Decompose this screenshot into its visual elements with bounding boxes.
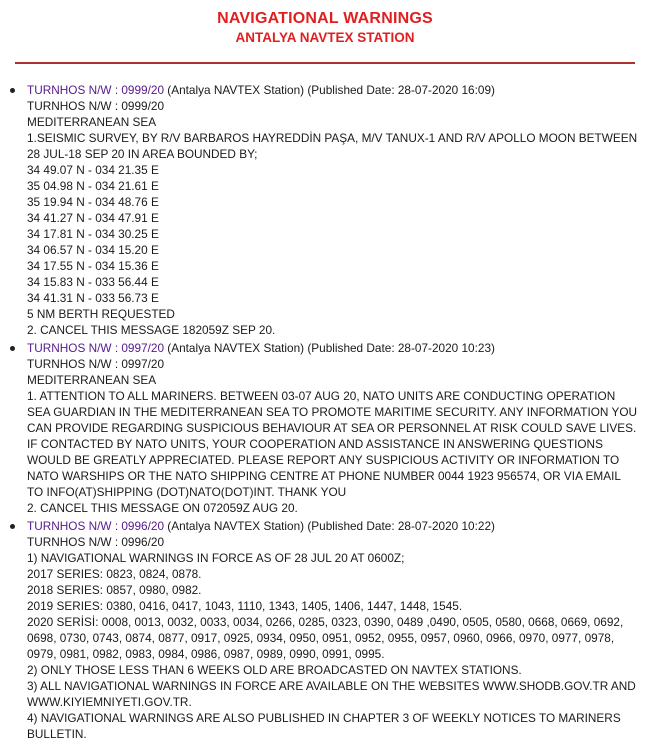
bullet-icon xyxy=(10,346,15,351)
warning-line: 2018 SERIES: 0857, 0980, 0982. xyxy=(27,583,202,597)
warning-line: 34 17.81 N - 034 30.25 E xyxy=(27,227,159,241)
warning-line: 2017 SERIES: 0823, 0824, 0878. xyxy=(27,567,202,581)
warning-line: 0979, 0981, 0982, 0983, 0984, 0986, 0987, 0989, 0990, 0991, 0995. xyxy=(27,647,385,661)
page-title: NAVIGATIONAL WARNINGS xyxy=(217,10,433,27)
bullet-icon xyxy=(10,88,15,93)
warning-line: 2019 SERIES: 0380, 0416, 0417, 1043, 1110, 1343, 1405, 1406, 1447, 1448, 1545. xyxy=(27,599,463,613)
warnings-list xyxy=(0,82,650,742)
warning-meta: (Antalya NAVTEX Station) (Published Date: 28-07-2020 10:22) xyxy=(164,519,495,533)
warning-item xyxy=(0,518,650,742)
warning-line: 34 17.55 N - 034 15.36 E xyxy=(27,259,159,273)
warning-link[interactable]: TURNHOS N/W : 0996/20 xyxy=(27,519,165,533)
warning-line: IF CONTACTED BY NATO UNITS, YOUR COOPERATION AND ASSISTANCE IN ANSWERING QUESTIONS xyxy=(27,437,603,451)
warning-line: CAN PROVIDE REGARDING SUSPICIOUS BEHAVIOUR AT SEA OR PERSONNEL AT RISK COULD SAVE LIVES. xyxy=(27,421,637,435)
header-divider xyxy=(15,62,635,64)
warning-line: 2. CANCEL THIS MESSAGE ON 072059Z AUG 20. xyxy=(27,501,298,515)
warning-line: 35 19.94 N - 034 48.76 E xyxy=(27,195,159,209)
warning-line: TURNHOS N/W : 0999/20 xyxy=(27,99,165,113)
warning-item xyxy=(0,82,650,340)
warning-line: 5 NM BERTH REQUESTED xyxy=(27,307,175,321)
warning-heading xyxy=(27,82,642,98)
page-subtitle: ANTALYA NAVTEX STATION xyxy=(235,30,415,45)
warning-line: 4) NAVIGATIONAL WARNINGS ARE ALSO PUBLISHED IN CHAPTER 3 OF WEEKLY NOTICES TO MARINERS xyxy=(27,711,621,725)
warning-line: 34 49.07 N - 034 21.35 E xyxy=(27,163,159,177)
warning-line: 2020 SERİSİ: 0008, 0013, 0032, 0033, 0034, 0266, 0285, 0323, 0390, 0489 ,0490, 0505, 0580, 0668, 0669, 0692, xyxy=(27,615,624,629)
warning-line: 28 JUL-18 SEP 20 IN AREA BOUNDED BY; xyxy=(27,147,258,161)
warning-line: 1) NAVIGATIONAL WARNINGS IN FORCE AS OF 28 JUL 20 AT 0600Z; xyxy=(27,551,405,565)
warning-line: 0698, 0730, 0743, 0874, 0877, 0917, 0925, 0934, 0950, 0951, 0952, 0955, 0957, 0960, 0966, 0970, 0977, 0978, xyxy=(27,631,615,645)
warning-line: WWW.KIYIEMNIYETI.GOV.TR. xyxy=(27,695,192,709)
warning-link[interactable]: TURNHOS N/W : 0999/20 xyxy=(27,83,165,97)
warning-line: BULLETIN. xyxy=(27,727,87,741)
warning-line: 34 15.83 N - 033 56.44 E xyxy=(27,275,159,289)
warning-line: NATO WARSHIPS OR THE NATO SHIPPING CENTRE AT PHONE NUMBER 0044 1923 956574, OR VIA EMAIL xyxy=(27,469,621,483)
warning-line: 1.SEISMIC SURVEY, BY R/V BARBAROS HAYREDDİN PAŞA, M/V TANUX-1 AND R/V APOLLO MOON BETWEEN xyxy=(27,131,638,145)
warning-line: TURNHOS N/W : 0996/20 xyxy=(27,535,165,549)
warning-line: SEA GUARDIAN IN THE MEDITERRANEAN SEA TO PROMOTE MARITIME SECURITY. ANY INFORMATION YOU xyxy=(27,405,638,419)
warning-meta: (Antalya NAVTEX Station) (Published Date: 28-07-2020 10:23) xyxy=(164,341,495,355)
warning-line: 35 04.98 N - 034 21.61 E xyxy=(27,179,159,193)
warning-line: WOULD BE GREATLY APPRECIATED. PLEASE REPORT ANY SUSPICIOUS ACTIVITY OR INFORMATION TO xyxy=(27,453,620,467)
warning-line: 2) ONLY THOSE LESS THAN 6 WEEKS OLD ARE BROADCASTED ON NAVTEX STATIONS. xyxy=(27,663,522,677)
warning-line: 34 41.27 N - 034 47.91 E xyxy=(27,211,159,225)
warning-line: 34 41.31 N - 033 56.73 E xyxy=(27,291,159,305)
warning-line: MEDITERRANEAN SEA xyxy=(27,373,157,387)
warning-line: 34 06.57 N - 034 15.20 E xyxy=(27,243,159,257)
warning-line: MEDITERRANEAN SEA xyxy=(27,115,157,129)
bullet-icon xyxy=(10,524,15,529)
page-header xyxy=(0,0,650,46)
warning-item xyxy=(0,340,650,518)
warning-line: 3) ALL NAVIGATIONAL WARNINGS IN FORCE ARE AVAILABLE ON THE WEBSITES WWW.SHODB.GOV.TR AND xyxy=(27,679,636,693)
warning-heading xyxy=(27,340,642,356)
warning-line: 1. ATTENTION TO ALL MARINERS. BETWEEN 03-07 AUG 20, NATO UNITS ARE CONDUCTING OPERATION xyxy=(27,389,616,403)
warning-line: TURNHOS N/W : 0997/20 xyxy=(27,357,165,371)
warning-meta: (Antalya NAVTEX Station) (Published Date: 28-07-2020 16:09) xyxy=(164,83,495,97)
warning-link[interactable]: TURNHOS N/W : 0997/20 xyxy=(27,341,165,355)
warning-line: TO INFO(AT)SHIPPING (DOT)NATO(DOT)INT. THANK YOU xyxy=(27,485,347,499)
warning-heading xyxy=(27,518,642,534)
warning-line: 2. CANCEL THIS MESSAGE 182059Z SEP 20. xyxy=(27,323,276,337)
